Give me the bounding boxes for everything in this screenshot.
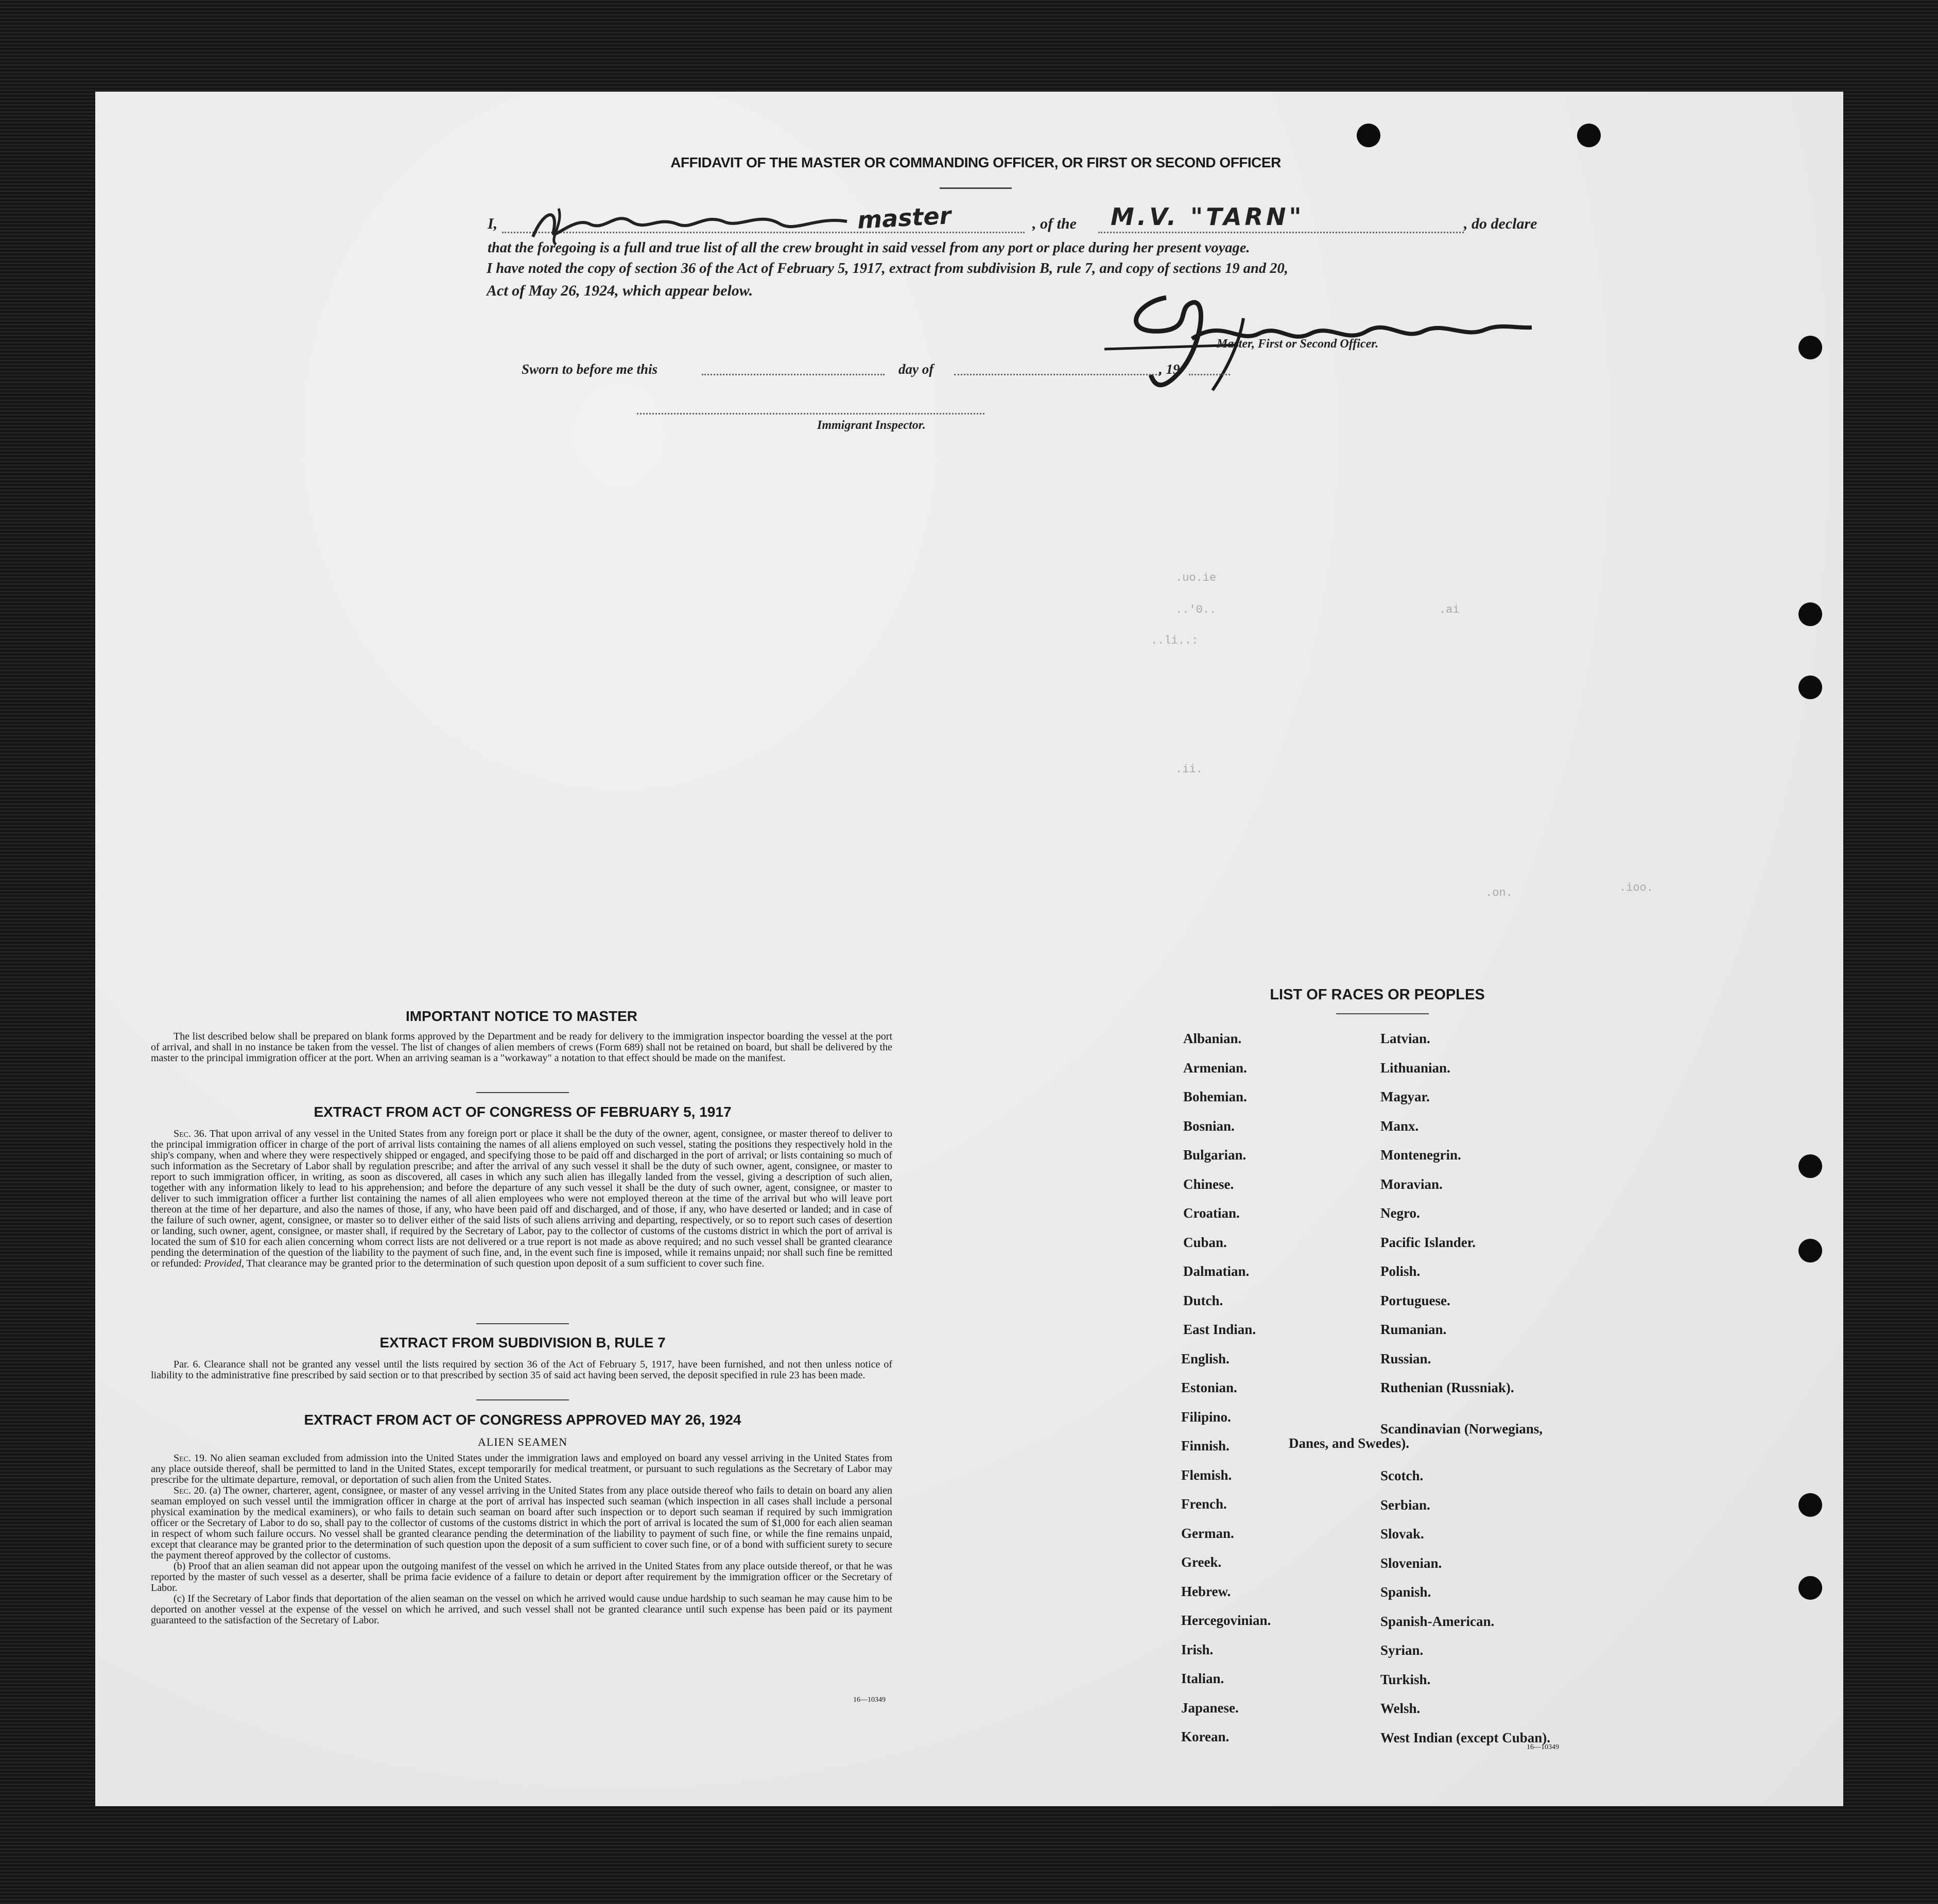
race-item: Spanish. [1380,1584,1431,1600]
race-item: Greek. [1181,1554,1222,1570]
race-item: Portuguese. [1380,1292,1450,1308]
race-item: Scotch. [1380,1468,1424,1483]
punch-hole [1798,336,1822,359]
section-19-paragraph [151,1453,892,1485]
bleed-through-mark: ..li..: [1151,634,1199,647]
race-item: Syrian. [1380,1642,1424,1658]
section-20a-paragraph [151,1485,892,1561]
race-item: Armenian. [1183,1060,1247,1076]
title-underline [940,187,1012,189]
race-item: Danes, and Swedes). [1289,1435,1410,1451]
section-19-body: No alien seaman excluded from admission into the United States under the immigration laws and employed on board any vessel arriving in the United States from any place outside thereof, shall be permitted to land in the United States, except temporarily for medical treatment, or pursuant to such regulations as the Secretary of Labor may prescribe for the ultimate departure, removal, or deportation of such alien from the United States. [151,1452,892,1485]
bleed-through-mark: .ai [1439,603,1460,616]
race-item: Finnish. [1181,1438,1230,1453]
manifest-page [95,92,1843,1806]
section-label: Sec. 19. [174,1452,207,1464]
race-item: Bohemian. [1183,1089,1247,1104]
race-item: Albanian. [1183,1031,1242,1046]
vessel-line [1098,232,1464,233]
section-36-body: That upon arrival of any vessel in the United States from any foreign port or place it shall be the duty of the owner, agent, consignee, or master thereof to deliver to the principal immigration officer in charge of the port of arrival lists containing the names of all aliens employed on such vessel, stating the positions they respectively hold in the ship's company, when and where they were respectively shipped or engaged, and specifying those to be paid off and discharged in the port of arrival; or lists containing so much of such information as the Secretary of Labor shall by regulation prescribe; and after the arrival of any such vessel it shall be the duty of such owner, agent, consignee, or master to report to such immigration officer, in writing, as soon as discovered, all cases in which any such alien has illegally landed from the vessel, giving a description of such alien, together with any information likely to lead to his apprehension; and before the departure of any such vessel it shall be the duty of such owner, agent, consignee, or master to deliver to such immigration officer a further list containing the names of all alien employees who were not employed thereon at the time of the arrival but who will leave port thereon at the time of her departure, and also the names of those, if any, who have been paid off and discharged, and of those, if any, who have deserted or landed; and in case of the failure of such owner, agent, consignee, or master so to deliver either of the said lists of such aliens arriving and departing, respectively, or so to report such cases of desertion or landing, such owner, agent, consignee, or master shall, if required by the Secretary of Labor, pay to the collector of customs of the customs district in which the port of arrival is located the sum of $10 for each alien concerning whom correct lists are not delivered or a true report is not made as above required; and no such vessel shall be granted clearance pending the determination of the question of the liability to the payment of such fine, and, in the event such fine is imposed, while it remains unpaid; nor shall such fine be remitted or refunded: [151,1128,893,1269]
section-20a-body: (a) The owner, charterer, agent, consignee, or master of any vessel arriving in the United States from any place outside thereof who fails to detain on board any alien seaman employed on such vessel until the immigration officer in charge at the port of arrival has inspected such seaman (which inspection in all cases shall include a personal physical examination by the medical examiners), or who fails to detain such seaman on board after such inspection or to deport such seaman if required by such immigration officer or the Secretary of Labor to do so, shall pay to the collector of customs of the customs district in which the port of arrival is located the sum of $1,000 for each alien seaman in respect of whom such failure occurs. No vessel shall be granted clearance pending the determination of the liability to payment of such fine, or while the fine remains unpaid, except that clearance may be granted prior to the determination of such question upon the deposit of a sum sufficient to cover such fine, or of a bond with sufficient surety to secure the payment thereof approved by the collector of customs. [151,1485,893,1561]
bleed-through-mark: .on. [1485,887,1513,899]
section-divider [476,1399,569,1400]
affidavit-line-2: that the foregoing is a full and true list of all the crew brought in said vessel from any port or place during her present voyage. [488,240,1250,256]
race-item: Bosnian. [1183,1118,1235,1134]
race-item: Ruthenian (Russniak). [1380,1380,1514,1395]
race-item: Welsh. [1380,1701,1421,1716]
section-label: Sec. 36. [174,1128,207,1139]
race-item: German. [1181,1525,1234,1541]
bleed-through-mark: ..'0.. [1175,603,1217,616]
affidavit-i: I, [488,215,498,232]
form-number-left: 16—10349 [853,1696,886,1704]
extract-rule7-text [151,1359,892,1381]
race-item: French. [1181,1496,1227,1512]
punch-hole [1357,124,1380,147]
of-the-label: , of the [1032,215,1077,232]
section-20b-paragraph: (b) Proof that an alien seaman did not appear upon the outgoing manifest of the vessel on which he arrived in the United States from any place outside thereof, or that he was reported by the master of such vessel as a deserter, shall be prima facie evidence of a failure to detain or deport after requirement by the immigration officer or the Secretary of Labor. [151,1561,892,1594]
race-item: Italian. [1181,1671,1224,1686]
year-label: , 19 [1159,361,1180,377]
sworn-month-line [954,374,1160,375]
extract-rule7-title: EXTRACT FROM SUBDIVISION B, RULE 7 [379,1335,666,1351]
punch-hole [1798,1493,1822,1517]
notice-text [151,1031,892,1064]
race-item: Filipino. [1181,1409,1231,1425]
par-6-paragraph: Par. 6. Clearance shall not be granted any vessel until the lists required by section 36 of the Act of February 5, 1917, have been furnished, and not then unless notice of liability to the administrative fine prescribed by said section or to that prescribed by section 35 of said act having been served, the deposit specified in rule 23 has been made. [151,1359,892,1381]
race-item: Bulgarian. [1183,1147,1247,1163]
race-item: Lithuanian. [1380,1060,1450,1076]
affidavit-line-4: Act of May 26, 1924, which appear below. [487,282,753,299]
race-item: Korean. [1181,1729,1230,1744]
race-item: Scandinavian (Norwegians, [1380,1421,1543,1436]
section-20c-paragraph: (c) If the Secretary of Labor finds that deportation of the alien seaman on the vessel on which he arrived would cause undue hardship to such seaman he may cause him to be deported on another vessel at the expense of the vessel on which he arrived, and such vessel shall not be granted clearance until such expense has been paid or its payment guaranteed to the satisfaction of the Secretary of Labor. [151,1593,892,1626]
section-36-end: That clearance may be granted prior to the determination of such question upon deposit of a sum sufficient to cover such fine. [246,1258,765,1269]
form-number-right: 16—10349 [1527,1743,1559,1751]
master-handwriting: master [856,201,952,234]
race-item: East Indian. [1183,1322,1256,1337]
race-item: Pacific Islander. [1380,1234,1476,1250]
inspector-signature-line [637,413,984,414]
section-divider [476,1323,569,1324]
provided-word: Provided, [204,1258,244,1269]
inspector-caption: Immigrant Inspector. [817,419,926,432]
race-item: Negro. [1380,1205,1420,1221]
extract-1924-title: EXTRACT FROM ACT OF CONGRESS APPROVED MAY 26, 1924 [304,1412,741,1428]
race-item: Montenegrin. [1380,1147,1461,1163]
race-item: Dutch. [1183,1292,1223,1308]
punch-hole [1798,602,1822,626]
signer-caption: Master, First or Second Officer. [1217,337,1379,351]
race-item: Russian. [1380,1351,1431,1366]
race-item: Moravian. [1380,1176,1443,1192]
race-item: Polish. [1380,1263,1421,1279]
section-label: Sec. 20. [174,1485,207,1496]
punch-hole [1798,1576,1822,1600]
race-item: Croatian. [1183,1205,1240,1221]
notice-title: IMPORTANT NOTICE TO MASTER [405,1008,638,1024]
punch-hole [1798,676,1822,699]
bleed-through-mark: .uo.ie [1175,572,1217,584]
vessel-name-handwriting: M.V. "TARN" [1111,203,1305,231]
race-item: Flemish. [1181,1467,1232,1483]
sworn-label: Sworn to before me this [522,361,658,377]
affidavit-line-3: I have noted the copy of section 36 of the Act of February 5, 1917, extract from subdivision B, rule 7, and copy of sections 19 and 20, [487,261,1288,276]
races-title-underline [1336,1013,1429,1014]
race-item: Spanish-American. [1380,1613,1495,1629]
extract-1917-title: EXTRACT FROM ACT OF CONGRESS OF FEBRUARY 5, 1917 [314,1104,732,1120]
race-item: Rumanian. [1380,1322,1447,1337]
race-item: Japanese. [1181,1700,1239,1716]
sworn-year-line [1189,374,1230,375]
race-item: English. [1181,1351,1230,1366]
bleed-through-mark: .ioo. [1619,881,1654,894]
extract-1924-text [151,1453,892,1626]
notice-paragraph: The list described below shall be prepared on blank forms approved by the Department and be ready for delivery to the immigration inspector boarding the vessel at the port of arrival, and shall in no instance be taken from the vessel. The list of changes of alien members of crews (Form 689) shall not be retained on board, but shall be delivered by the master to the principal immigration officer at the port. When an arriving seaman is a "workaway" a notation to that effect should be made on the manifest. [151,1031,892,1064]
section-36-paragraph [151,1129,892,1269]
race-item: Slovak. [1380,1526,1424,1542]
sworn-day-line [702,374,885,375]
race-item: Hercegovinian. [1181,1613,1271,1628]
punch-hole [1798,1154,1822,1178]
race-item: Turkish. [1380,1671,1431,1687]
day-of-label: day of [898,361,934,377]
section-divider [476,1092,569,1093]
punch-hole [1798,1239,1822,1262]
races-title: LIST OF RACES OR PEOPLES [1270,986,1485,1003]
race-item: Chinese. [1183,1176,1234,1192]
race-item: West Indian (except Cuban). [1380,1729,1551,1745]
race-item: Dalmatian. [1183,1263,1250,1279]
race-item: Serbian. [1380,1497,1430,1513]
affidavit-title: AFFIDAVIT OF THE MASTER OR COMMANDING OFFICER, OR FIRST OR SECOND OFFICER [670,154,1281,170]
race-item: Hebrew. [1181,1583,1231,1599]
do-declare-label: , do declare [1464,215,1537,232]
race-item: Estonian. [1181,1380,1237,1395]
race-item: Manx. [1380,1118,1419,1134]
punch-hole [1577,124,1601,147]
race-item: Magyar. [1380,1089,1430,1104]
race-item: Cuban. [1183,1234,1227,1250]
extract-1917-text [151,1129,892,1269]
race-item: Irish. [1181,1641,1214,1657]
race-item: Slovenian. [1380,1555,1442,1571]
alien-seamen-subtitle: ALIEN SEAMEN [478,1435,567,1448]
bleed-through-mark: .ii. [1175,763,1203,776]
race-item: Latvian. [1380,1031,1430,1046]
